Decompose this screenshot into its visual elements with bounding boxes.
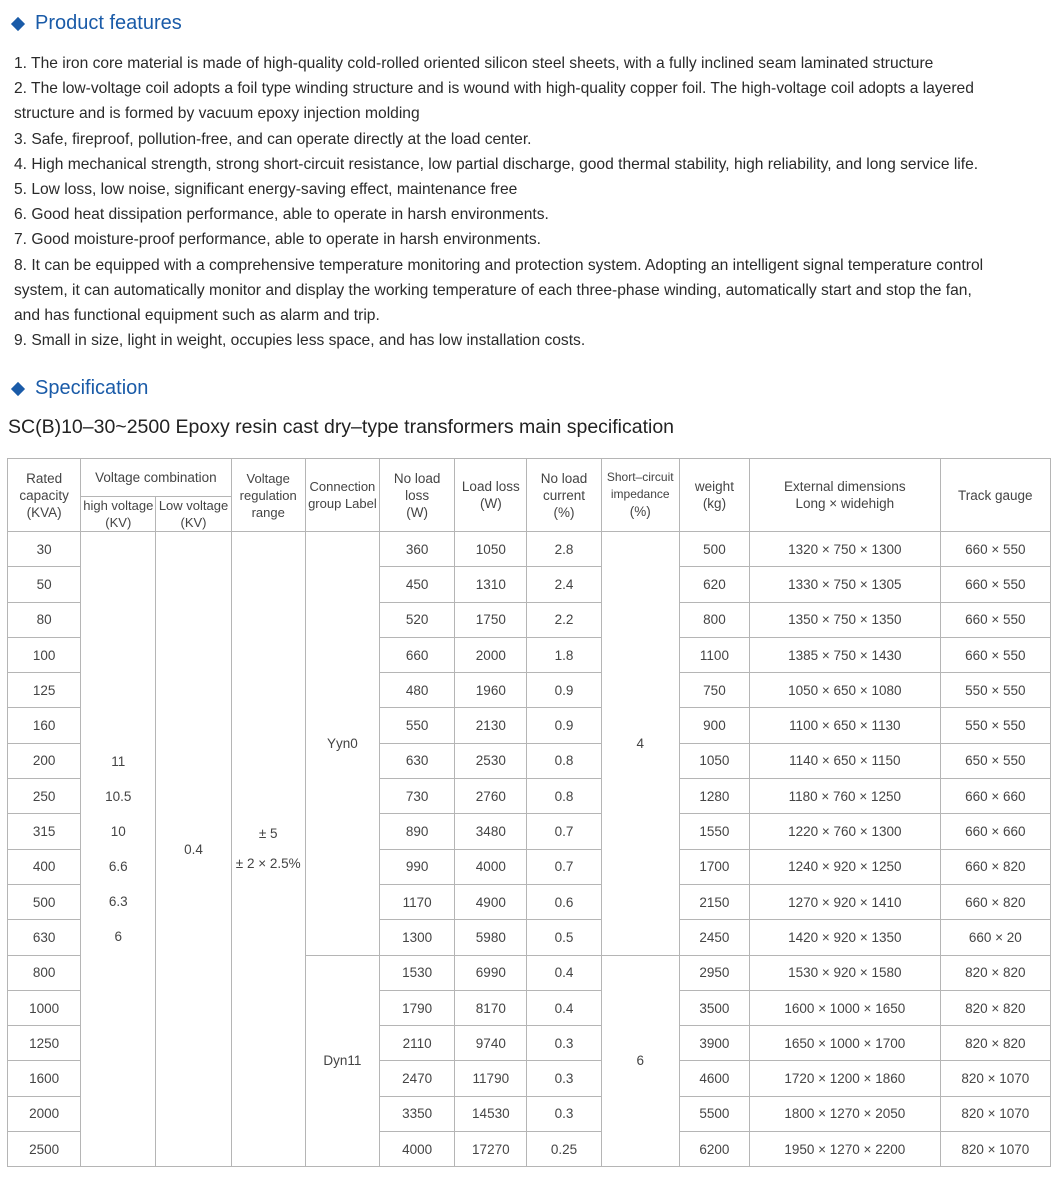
feature-line: 1. The iron core material is made of high-quality cold-rolled oriented silicon steel sheets, with a fully inclined seam laminated structure [14,55,934,72]
header-rated-capacity [8,459,81,532]
no-load-loss-cell: 550 [380,708,455,743]
no-load-current-cell: 0.8 [527,743,601,778]
dimensions-cell: 1530 × 920 × 1580 [750,955,941,990]
load-loss-cell: 5980 [455,920,527,955]
high-voltage-cell [81,532,156,1167]
diamond-bullet-icon [11,16,25,30]
header-line: capacity [19,487,69,503]
no-load-loss-cell: 660 [380,637,455,672]
weight-cell: 1700 [679,849,749,884]
feature-line: 5. Low loss, low noise, significant energy-saving effect, maintenance free [14,181,518,199]
track-gauge-cell: 820 × 1070 [940,1132,1050,1167]
high-voltage-value: 10 [110,824,126,840]
track-gauge-cell: 660 × 550 [940,532,1050,567]
capacity-cell: 400 [8,849,81,884]
diamond-bullet-icon [11,381,25,395]
header-no-load-current [527,459,601,532]
no-load-current-cell: 0.8 [527,779,601,814]
dimensions-cell: 1950 × 1270 × 2200 [750,1132,941,1167]
dimensions-cell: 1240 × 920 × 1250 [750,849,941,884]
dimensions-cell: 1385 × 750 × 1430 [750,637,941,672]
track-gauge-cell: 550 × 550 [940,708,1050,743]
track-gauge-cell: 820 × 820 [940,955,1050,990]
voltage-regulation-value: ± 5 [258,826,278,842]
feature-line: 6. Good heat dissipation performance, able to operate in harsh environments. [14,206,549,224]
header-line: (%) [553,504,575,520]
header-line: No load [393,470,441,486]
weight-cell: 1550 [679,814,749,849]
track-gauge-cell: 820 × 1070 [940,1096,1050,1131]
no-load-current-cell: 0.7 [527,849,601,884]
no-load-loss-cell: 2110 [380,1026,455,1061]
dimensions-cell: 1350 × 750 × 1350 [750,602,941,637]
capacity-cell: 30 [8,532,81,567]
header-line: (%) [629,504,651,519]
dimensions-cell: 1650 × 1000 × 1700 [750,1026,941,1061]
track-gauge-cell: 660 × 20 [940,920,1050,955]
feature-line: 3. Safe, fireproof, pollution-free, and can operate directly at the load center. [14,130,532,148]
header-line: loss [405,487,430,503]
header-line: group Label [308,496,377,511]
no-load-loss-cell: 630 [380,743,455,778]
specification-title: Specification [35,377,149,399]
weight-cell: 3500 [679,990,749,1025]
impedance-cell: 6 [601,955,679,1167]
load-loss-cell: 4000 [455,849,527,884]
no-load-current-cell: 0.3 [527,1096,601,1131]
header-line: Low voltage [158,498,229,513]
header-line: Voltage [246,470,290,486]
track-gauge-cell: 820 × 820 [940,990,1050,1025]
no-load-current-cell: 0.5 [527,920,601,955]
capacity-cell: 50 [8,567,81,602]
header-voltage-combination: Voltage combination [81,459,231,497]
weight-cell: 1100 [679,637,749,672]
capacity-cell: 1600 [8,1061,81,1096]
capacity-cell: 1250 [8,1026,81,1061]
load-loss-cell: 6990 [455,955,527,990]
header-line: (KV) [180,515,207,530]
no-load-loss-cell: 3350 [380,1096,455,1131]
track-gauge-cell: 550 × 550 [940,673,1050,708]
header-low-voltage [156,497,231,532]
no-load-current-cell: 1.8 [527,637,601,672]
weight-cell: 800 [679,602,749,637]
no-load-loss-cell: 520 [380,602,455,637]
load-loss-cell: 2760 [455,779,527,814]
no-load-loss-cell: 1530 [380,955,455,990]
impedance-cell: 4 [601,532,679,956]
capacity-cell: 160 [8,708,81,743]
track-gauge-cell: 660 × 660 [940,779,1050,814]
weight-cell: 900 [679,708,749,743]
capacity-cell: 800 [8,955,81,990]
header-line: (W) [479,496,502,511]
weight-cell: 4600 [679,1061,749,1096]
features-list [14,51,1057,353]
feature-line: 2. The low-voltage coil adopts a foil type winding structure and is wound with high-quality copper foil. The high-voltage coil adopts a layered [14,80,974,98]
capacity-cell: 80 [8,602,81,637]
no-load-loss-cell: 1300 [380,920,455,955]
load-loss-cell: 3480 [455,814,527,849]
no-load-current-cell: 0.4 [527,990,601,1025]
no-load-loss-cell: 4000 [380,1132,455,1167]
track-gauge-cell: 660 × 550 [940,602,1050,637]
weight-cell: 5500 [679,1096,749,1131]
dimensions-cell: 1100 × 650 × 1130 [750,708,941,743]
header-high-voltage [81,497,156,532]
weight-cell: 6200 [679,1132,749,1167]
no-load-loss-cell: 480 [380,673,455,708]
header-line: (kg) [702,496,727,511]
load-loss-cell: 1960 [455,673,527,708]
capacity-cell: 250 [8,779,81,814]
header-line: No load [540,470,588,486]
feature-line: 4. High mechanical strength, strong short-circuit resistance, low partial discharge, good thermal stability, high reliability, and long service life. [14,155,979,173]
no-load-current-cell: 0.6 [527,884,601,919]
header-voltage-regulation [231,459,305,532]
dimensions-cell: 1320 × 750 × 1300 [750,532,941,567]
no-load-current-cell: 2.2 [527,602,601,637]
header-line: Short–circuit [606,470,674,484]
capacity-cell: 100 [8,637,81,672]
header-line: Connection [309,479,376,494]
track-gauge-cell: 660 × 550 [940,637,1050,672]
table-title: SC(B)10–30~2500 Epoxy resin cast dry–type transformers main specification [8,416,675,438]
header-line: (KVA) [26,504,62,520]
header-line: (KV) [105,515,132,530]
voltage-regulation-cell [231,532,305,1167]
no-load-current-cell: 0.9 [527,708,601,743]
capacity-cell: 315 [8,814,81,849]
low-voltage-cell: 0.4 [156,532,231,1167]
header-line: External dimensions [784,479,906,494]
specification-heading [10,377,148,400]
header-line: current [543,487,586,503]
load-loss-cell: 4900 [455,884,527,919]
no-load-current-cell: 0.9 [527,673,601,708]
no-load-current-cell: 0.3 [527,1026,601,1061]
dimensions-cell: 1420 × 920 × 1350 [750,920,941,955]
track-gauge-cell: 660 × 820 [940,849,1050,884]
load-loss-cell: 14530 [455,1096,527,1131]
capacity-cell: 2000 [8,1096,81,1131]
load-loss-cell: 8170 [455,990,527,1025]
header-line: high voltage [83,498,154,513]
header-weight [679,459,749,532]
header-line: regulation [239,487,297,503]
no-load-loss-cell: 1170 [380,884,455,919]
high-voltage-value: 6.6 [108,859,128,875]
dimensions-cell: 1600 × 1000 × 1650 [750,990,941,1025]
capacity-cell: 2500 [8,1132,81,1167]
load-loss-cell: 1050 [455,532,527,567]
weight-cell: 3900 [679,1026,749,1061]
weight-cell: 2150 [679,884,749,919]
high-voltage-value: 6.3 [108,894,128,910]
product-features-heading [10,12,182,35]
connection-group-cell: Dyn11 [305,955,379,1167]
no-load-loss-cell: 450 [380,567,455,602]
no-load-current-cell: 0.3 [527,1061,601,1096]
weight-cell: 2950 [679,955,749,990]
dimensions-cell: 1800 × 1270 × 2050 [750,1096,941,1131]
no-load-loss-cell: 2470 [380,1061,455,1096]
header-line: range [251,504,285,520]
track-gauge-cell: 650 × 550 [940,743,1050,778]
feature-line: structure and is formed by vacuum epoxy injection molding [14,105,420,123]
product-features-title: Product features [35,12,182,34]
dimensions-cell: 1330 × 750 × 1305 [750,567,941,602]
no-load-loss-cell: 890 [380,814,455,849]
weight-cell: 1280 [679,779,749,814]
track-gauge-cell: 660 × 660 [940,814,1050,849]
dimensions-cell: 1270 × 920 × 1410 [750,884,941,919]
high-voltage-value: 11 [111,754,126,770]
capacity-cell: 125 [8,673,81,708]
load-loss-cell: 9740 [455,1026,527,1061]
load-loss-cell: 2130 [455,708,527,743]
weight-cell: 500 [679,532,749,567]
no-load-current-cell: 2.8 [527,532,601,567]
no-load-current-cell: 2.4 [527,567,601,602]
load-loss-cell: 11790 [455,1061,527,1096]
no-load-current-cell: 0.4 [527,955,601,990]
high-voltage-value: 10.5 [105,789,132,805]
connection-group-cell: Yyn0 [305,532,379,956]
feature-line: 9. Small in size, light in weight, occupies less space, and has low installation costs. [14,332,586,350]
capacity-cell: 200 [8,743,81,778]
track-gauge-cell: 820 × 1070 [940,1061,1050,1096]
header-connection-group [305,459,379,532]
no-load-current-cell: 0.25 [527,1132,601,1167]
header-line: Rated [26,470,63,486]
header-line: (W) [406,504,428,520]
track-gauge-cell: 660 × 550 [940,567,1050,602]
header-track-gauge: Track gauge [940,459,1050,532]
header-line: Load loss [461,479,520,494]
load-loss-cell: 1310 [455,567,527,602]
weight-cell: 1050 [679,743,749,778]
header-line: Long × widehigh [795,496,895,511]
no-load-loss-cell: 1790 [380,990,455,1025]
weight-cell: 620 [679,567,749,602]
load-loss-cell: 2000 [455,637,527,672]
no-load-loss-cell: 990 [380,849,455,884]
header-line: weight [694,479,734,494]
capacity-cell: 500 [8,884,81,919]
high-voltage-value: 6 [114,929,123,945]
no-load-loss-cell: 730 [380,779,455,814]
header-short-circuit-impedance [601,459,679,532]
feature-line: system, it can automatically monitor and display the working temperature of each three-phase winding, automatically start and stop the fan, [14,281,972,299]
header-line: impedance [610,487,670,501]
no-load-current-cell: 0.7 [527,814,601,849]
table-row [8,532,1051,567]
voltage-regulation-value: ± 2 × 2.5% [235,856,301,872]
track-gauge-cell: 820 × 820 [940,1026,1050,1061]
dimensions-cell: 1220 × 760 × 1300 [750,814,941,849]
header-external-dimensions [750,459,941,532]
track-gauge-cell: 660 × 820 [940,884,1050,919]
capacity-cell: 630 [8,920,81,955]
load-loss-cell: 17270 [455,1132,527,1167]
no-load-loss-cell: 360 [380,532,455,567]
feature-line: 8. It can be equipped with a comprehensive temperature monitoring and protection system. Adopting an intelligent signal temperature control [14,256,984,274]
dimensions-cell: 1140 × 650 × 1150 [750,743,941,778]
load-loss-cell: 2530 [455,743,527,778]
feature-line: 7. Good moisture-proof performance, able to operate in harsh environments. [14,231,542,249]
header-no-load-loss [380,459,455,532]
capacity-cell: 1000 [8,990,81,1025]
weight-cell: 750 [679,673,749,708]
header-load-loss [455,459,527,532]
dimensions-cell: 1720 × 1200 × 1860 [750,1061,941,1096]
weight-cell: 2450 [679,920,749,955]
load-loss-cell: 1750 [455,602,527,637]
feature-line: and has functional equipment such as alarm and trip. [14,307,380,325]
dimensions-cell: 1180 × 760 × 1250 [750,779,941,814]
specification-table [7,458,1051,1167]
dimensions-cell: 1050 × 650 × 1080 [750,673,941,708]
